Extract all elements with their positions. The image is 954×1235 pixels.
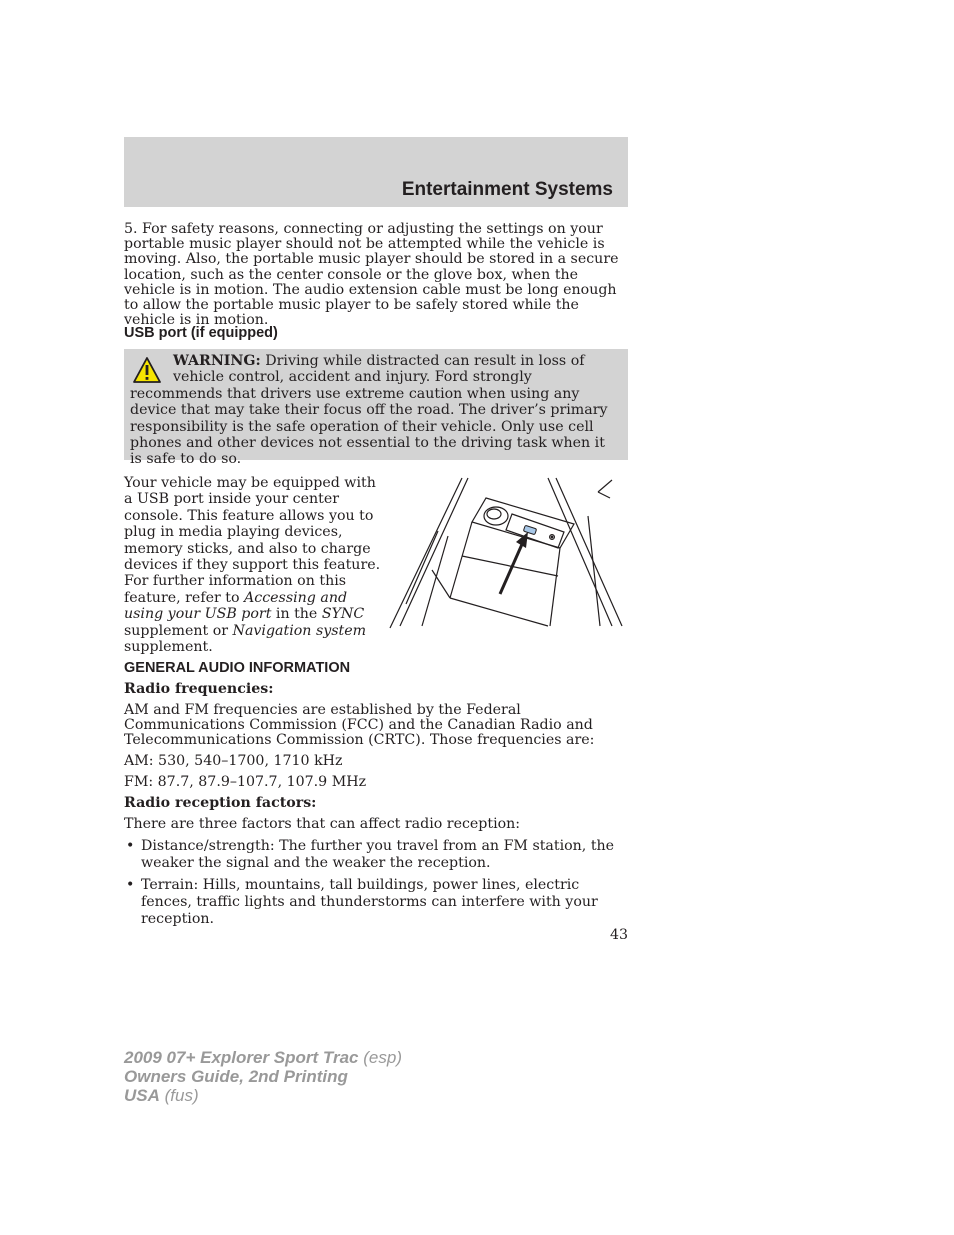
am-frequencies: AM: 530, 540–1700, 1710 kHz <box>124 753 343 769</box>
warning-text-block <box>130 353 620 468</box>
usb-text-part: supplement. <box>124 639 213 656</box>
intro-paragraph: 5. For safety reasons, connecting or adjusting the settings on your portable music player should not be attempted while the vehicle is moving. Also, the portable music player should be stored in a secure location, such as the center console or the glove box, when the vehicle is in motion. The audio extension cable must be long enough to allow the portable music player to be safely stored while the vehicle is in motion. <box>124 221 619 329</box>
usb-port-illustration <box>388 476 628 630</box>
document-footer <box>124 1048 402 1105</box>
usb-description <box>124 475 382 655</box>
usb-text-part: Your vehicle may be equipped with a USB port inside your center console. This feature allows you to plug in media playing devices, memory sticks, and also to charge devices if they support this feature. For further information on this feature, refer to <box>124 475 381 606</box>
footer-model-code: (esp) <box>363 1048 402 1067</box>
footer-guide: Owners Guide, 2nd Printing <box>124 1067 348 1086</box>
reception-factors-label: Radio reception factors: <box>124 795 317 811</box>
usb-ref-accessing: Accessing and using your USB port <box>124 589 348 623</box>
bullet-text: Terrain: Hills, mountains, tall buildings, power lines, electric fences, traffic lights and thunderstorms can interfere with your reception. <box>141 877 598 927</box>
bullet-text: Distance/strength: The further you travel from an FM station, the weaker the signal and the weaker the reception. <box>141 838 615 871</box>
page-number: 43 <box>609 927 628 943</box>
section-header-band <box>124 137 628 207</box>
audio-heading: GENERAL AUDIO INFORMATION <box>124 660 351 676</box>
warning-body: Driving while distracted can result in loss of vehicle control, accident and injury. Ford strongly recommends that drivers use extreme caution when using any device that may take their focus off the road. The driver’s primary responsibility is the safe operation of their vehicle. Only use cell phones and other devices not essential to the driving task when it is safe to do so. <box>130 353 608 468</box>
footer-model: 2009 07+ Explorer Sport Trac <box>124 1048 359 1067</box>
list-item <box>124 877 628 928</box>
usb-heading: USB port (if equipped) <box>124 325 278 341</box>
fm-frequencies: FM: 87.7, 87.9–107.7, 107.9 MHz <box>124 774 367 790</box>
bullet-icon: • <box>126 838 135 854</box>
footer-market-code: (fus) <box>164 1086 199 1105</box>
section-title: Entertainment Systems <box>401 179 613 200</box>
usb-text-part: in the <box>271 606 322 623</box>
warning-box <box>124 349 628 468</box>
list-item <box>124 838 628 872</box>
usb-text-part: supplement or <box>124 622 233 639</box>
footer-market: USA <box>124 1086 160 1105</box>
usb-ref-navigation: Navigation system <box>232 622 367 639</box>
bullet-icon: • <box>126 877 135 893</box>
radio-frequencies-text: AM and FM frequencies are established by the Federal Communications Commission (FCC) and the Canadian Radio and Telecommunications Commission (CRTC). Those frequencies are: <box>124 702 595 749</box>
warning-label: WARNING: <box>173 353 261 369</box>
reception-intro: There are three factors that can affect radio reception: <box>124 816 521 832</box>
radio-frequencies-label: Radio frequencies: <box>124 681 274 697</box>
usb-ref-sync: SYNC <box>321 606 365 623</box>
